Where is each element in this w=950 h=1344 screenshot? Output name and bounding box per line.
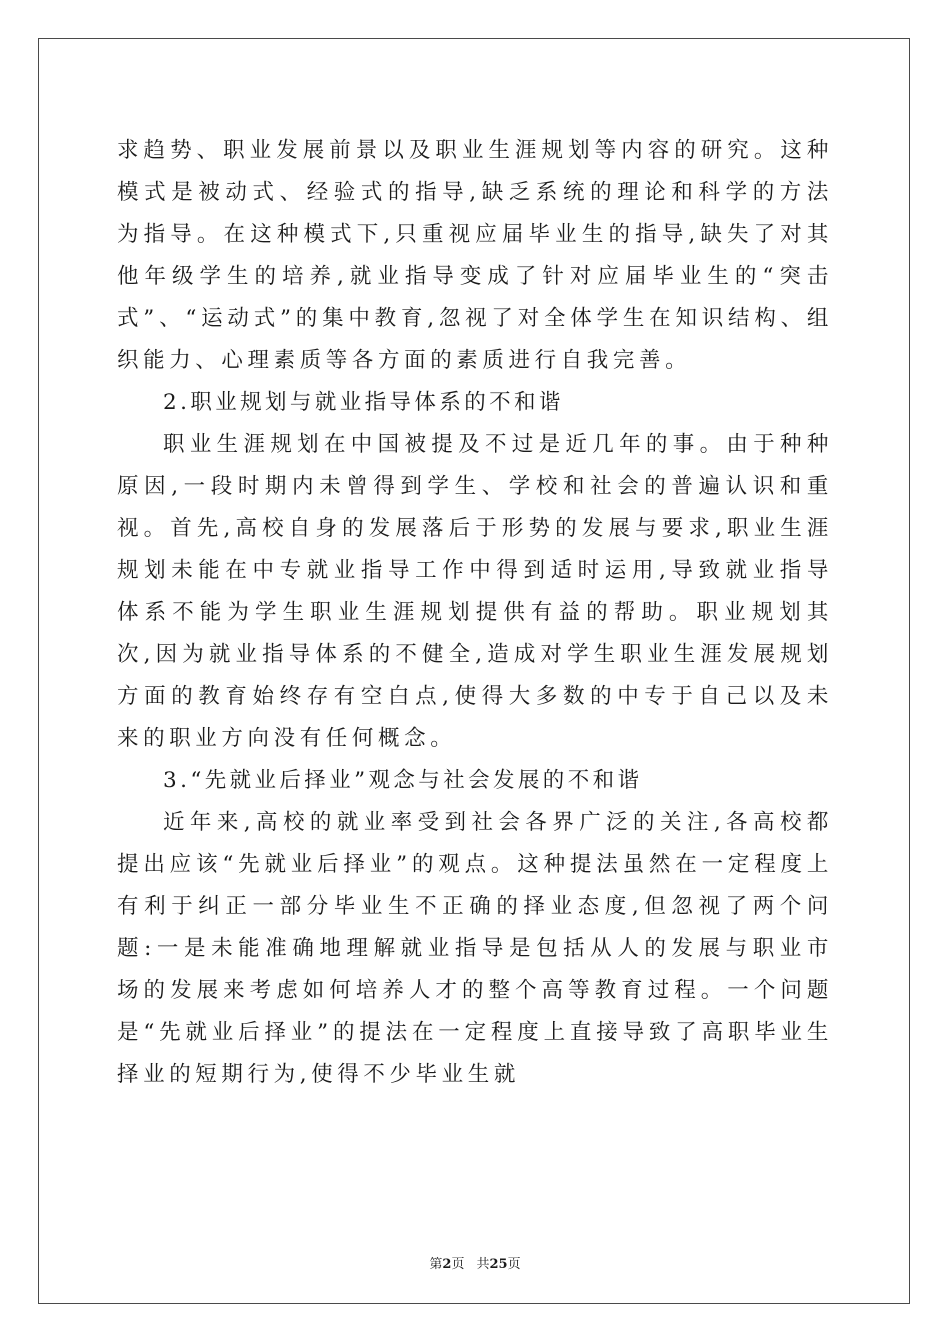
- current-page-number: 2: [442, 1257, 452, 1272]
- page-prefix: 第: [429, 1257, 443, 1272]
- section-heading-2: 2.职业规划与就业指导体系的不和谐: [163, 390, 564, 415]
- total-prefix: 共: [476, 1257, 490, 1272]
- section-heading-3: 3.“先就业后择业”观念与社会发展的不和谐: [163, 768, 643, 793]
- page-unit: 页: [451, 1257, 465, 1272]
- total-page-count: 25: [489, 1257, 508, 1272]
- paragraph-body: 近年来,高校的就业率受到社会各界广泛的关注,各高校都提出应该“先就业后择业”的观点。这种提法虽然在一定程度上有利于纠正一部分毕业生不正确的择业态度,但忽视了两个问题:一是未能准确地理解就业指导是包括从人的发展与职业市场的发展来考虑如何培养人才的整个高等教育过程。一个问题是“先就业后择业”的提法在一定程度上直接导致了高职毕业生择业的短期行为,使得不少毕业生就: [117, 810, 833, 1087]
- total-unit: 页: [507, 1257, 521, 1272]
- document-body: [117, 130, 833, 1096]
- paragraph-continuation: 求趋势、职业发展前景以及职业生涯规划等内容的研究。这种模式是被动式、经验式的指导,缺乏系统的理论和科学的方法为指导。在这种模式下,只重视应届毕业生的指导,缺失了对其他年级学生的培养,就业指导变成了针对应届毕业生的“突击式”、“运动式”的集中教育,忽视了对全体学生在知识结构、组织能力、心理素质等各方面的素质进行自我完善。: [117, 138, 833, 373]
- page-footer: [0, 1253, 950, 1272]
- paragraph-body: 职业生涯规划在中国被提及不过是近几年的事。由于种种原因,一段时期内未曾得到学生、学校和社会的普遍认识和重视。首先,高校自身的发展落后于形势的发展与要求,职业生涯规划未能在中专就业指导工作中得到适时运用,导致就业指导体系不能为学生职业生涯规划提供有益的帮助。职业规划其次,因为就业指导体系的不健全,造成对学生职业生涯发展规划方面的教育始终存有空白点,使得大多数的中专于自己以及未来的职业方向没有任何概念。: [117, 432, 833, 751]
